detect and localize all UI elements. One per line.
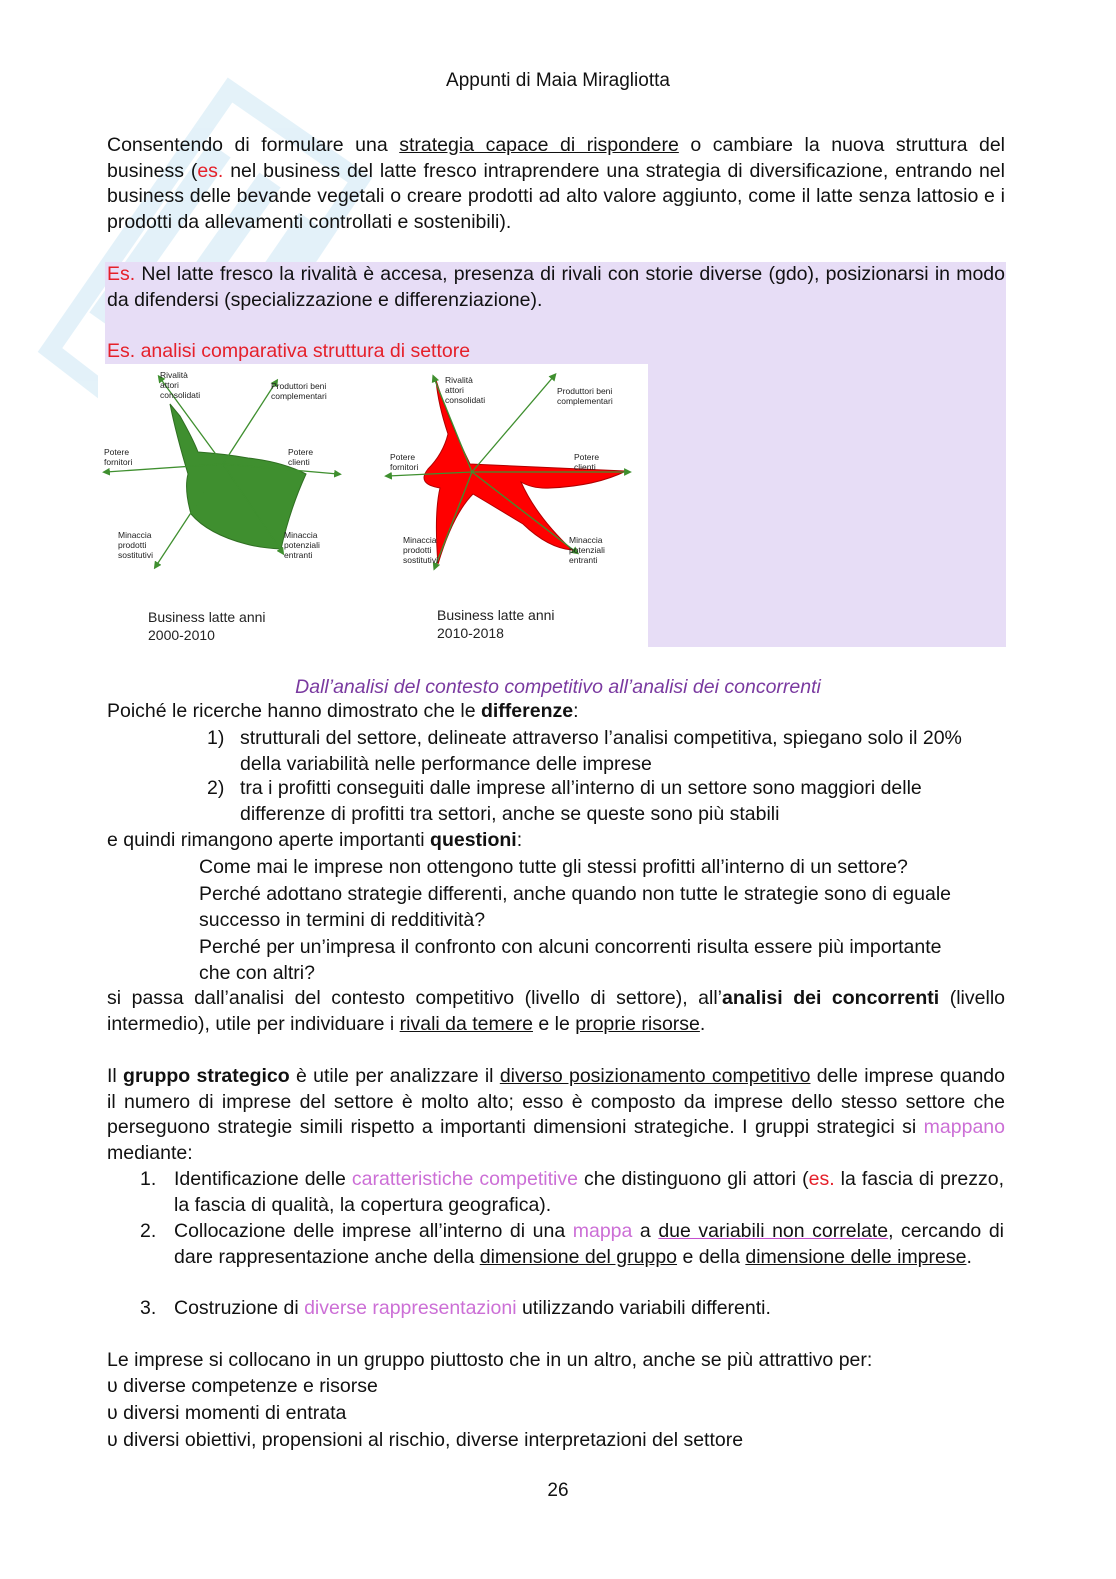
label-fornitori: Potere fornitori xyxy=(390,452,419,472)
question-item: Perché adottano strategie differenti, anche quando non tutte le strategie sono di eguale successo in termini di redditività? xyxy=(199,883,952,931)
list-item: tra i profitti conseguiti dalle imprese all’interno di un settore sono maggiori delle differenze di profitti tra settori, anche se queste sono più stabili xyxy=(240,777,922,825)
paragraph-strategic-group: Il gruppo strategico è utile per analizzare il diverso posizionamento competitivo delle imprese quando il numero di imprese del settore è molto alto; esso è composto da imprese dello stesso settore che perseguono strategie simili rispetto a importanti dimensioni strategiche. I gruppi strategici si mappano mediante: xyxy=(107,1065,1005,1164)
paragraph-competitor-analysis: si passa dall’analisi del contesto competitivo (livello di settore), all’analisi dei concorrenti (livello intermedio), utile per individuare i rivali da temere e le proprie risorse. xyxy=(107,987,1005,1035)
list-item-collocation: Collocazione delle imprese all’interno di una mappa a due variabili non correlate, cercando di dare rappresentazione anche della dimensione del gruppo e della dimensione delle imprese. xyxy=(174,1220,1004,1268)
label-entranti: Minaccia potenziali entranti xyxy=(284,530,320,560)
underlined-strategy: strategia capace di rispondere xyxy=(399,134,679,156)
paragraph-strategy: Consentendo di formulare una strategia capace di rispondere o cambiare la nuova struttura del business (es. nel business del latte fresco intraprendere una strategia di diversificazione, entrando nel business delle bevande vegetali o creare prodotti ad alto valore aggiunto, come il latte senza lattosio e i prodotti da allevamenti controllati e sostenibili). xyxy=(107,134,1005,233)
bullet-item: υ diversi obiettivi, propensioni al rischio, diverse interpretazioni del settore xyxy=(107,1429,744,1451)
label-clienti: Potere clienti xyxy=(574,452,600,472)
caption-2000-2010: Business latte anni 2000-2010 xyxy=(148,609,266,643)
bullet-icon: υ xyxy=(107,1402,118,1424)
bullet-item: υ diversi momenti di entrata xyxy=(107,1402,347,1424)
label-fornitori: Potere fornitori xyxy=(104,447,133,467)
example-comparative-title: Es. analisi comparativa struttura di settore xyxy=(107,340,471,362)
list-number: 2. xyxy=(140,1220,157,1242)
label-rivalita: Rivalità attori consolidati xyxy=(160,370,201,400)
list-number: 2) xyxy=(207,777,225,799)
comparative-radar-figure xyxy=(98,364,648,647)
section-heading: Dall’analisi del contesto competitivo all’analisi dei concorrenti xyxy=(295,676,821,698)
radar-chart-2010-2018 xyxy=(388,375,628,641)
bullet-icon: υ xyxy=(107,1429,118,1451)
es-label: es. xyxy=(197,159,224,182)
list-number: 1. xyxy=(140,1168,157,1190)
radar-area-green xyxy=(170,404,306,549)
bullet-icon: υ xyxy=(107,1375,118,1397)
label-produttori: Produttori beni complementari xyxy=(557,386,613,406)
label-rivalita: Rivalità attori consolidati xyxy=(445,375,486,405)
paragraph-collocation: Le imprese si collocano in un gruppo piuttosto che in un altro, anche se più attrattivo per: xyxy=(107,1349,873,1371)
paragraph-questions-intro: e quindi rimangono aperte importanti questioni: xyxy=(107,829,523,851)
list-number: 1) xyxy=(207,727,225,749)
list-item-representations: Costruzione di diverse rappresentazioni utilizzando variabili differenti. xyxy=(174,1297,771,1319)
bullet-item: υ diverse competenze e risorse xyxy=(107,1375,378,1397)
list-item-identification: Identificazione delle caratteristiche competitive che distinguono gli attori (es. la fascia di prezzo, la fascia di qualità, la copertura geografica). xyxy=(174,1168,1004,1216)
label-clienti: Potere clienti xyxy=(288,447,314,467)
label-produttori: Produttori beni complementari xyxy=(271,381,327,401)
question-item: Perché per un’impresa il confronto con alcuni concorrenti risulta essere più importante che con altri? xyxy=(199,936,942,984)
label-entranti: Minaccia potenziali entranti xyxy=(569,535,605,565)
paragraph-example-rivalry: Es. Nel latte fresco la rivalità è accesa, presenza di rivali con storie diverse (gdo), posizionarsi in modo da difendersi (specializzazione e differenziazione). xyxy=(107,263,1005,311)
caption-2010-2018: Business latte anni 2010-2018 xyxy=(437,607,555,641)
page-header: Appunti di Maia Miragliotta xyxy=(446,70,670,91)
list-item: strutturali del settore, delineate attraverso l’analisi competitiva, spiegano solo il 20% della variabilità nelle performance delle imprese xyxy=(240,727,962,775)
label-sostitutivi: Minaccia prodotti sostitutivi xyxy=(403,535,438,565)
list-number: 3. xyxy=(140,1297,157,1319)
label-sostitutivi: Minaccia prodotti sostitutivi xyxy=(118,530,153,560)
page-number: 26 xyxy=(547,1480,569,1501)
paragraph-differences: Poiché le ricerche hanno dimostrato che le differenze: xyxy=(107,700,579,722)
question-item: Come mai le imprese non ottengono tutte gli stessi profitti all’interno di un settore? xyxy=(199,856,908,878)
radar-chart-2000-2010 xyxy=(104,370,338,643)
es-label: Es. xyxy=(107,263,136,285)
